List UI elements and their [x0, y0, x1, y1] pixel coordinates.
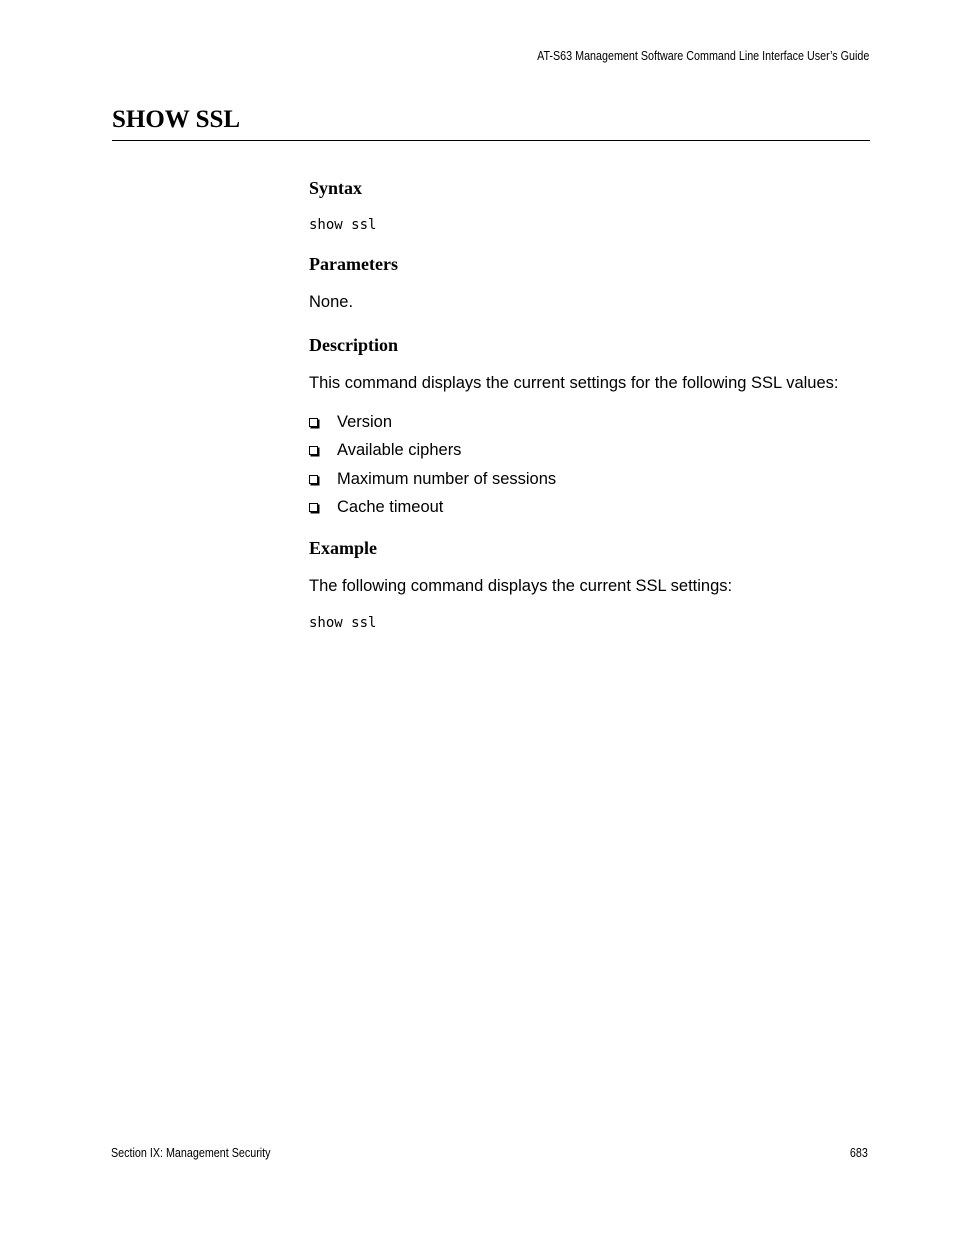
example-heading: Example	[309, 538, 378, 558]
footer-page-number: 683	[850, 1146, 868, 1160]
parameters-heading: Parameters	[309, 254, 398, 274]
checkbox-bullet-icon	[309, 475, 318, 484]
syntax-heading: Syntax	[309, 178, 363, 198]
list-item	[309, 496, 556, 524]
footer-section-label: Section IX: Management Security	[111, 1146, 271, 1160]
description-list	[309, 411, 556, 525]
checkbox-bullet-icon	[309, 446, 318, 455]
checkbox-bullet-icon	[309, 503, 318, 512]
list-item-label: Cache timeout	[337, 498, 444, 517]
syntax-code: show ssl	[309, 217, 377, 233]
list-item	[309, 468, 556, 496]
example-text: The following command displays the current SSL settings:	[309, 577, 733, 595]
title-rule	[112, 140, 870, 141]
list-item-label: Maximum number of sessions	[337, 469, 557, 488]
checkbox-bullet-icon	[309, 418, 318, 427]
list-item	[309, 411, 556, 439]
description-heading: Description	[309, 335, 398, 355]
list-item-label: Available ciphers	[337, 441, 462, 460]
running-header: AT-S63 Management Software Command Line Interface User’s Guide	[536, 49, 869, 63]
example-code: show ssl	[309, 615, 377, 631]
page-title: SHOW SSL	[112, 106, 241, 133]
parameters-text: None.	[309, 293, 354, 311]
list-item-label: Version	[337, 413, 393, 431]
list-item	[309, 439, 556, 467]
description-text: This command displays the current settings for the following SSL values:	[309, 374, 839, 392]
